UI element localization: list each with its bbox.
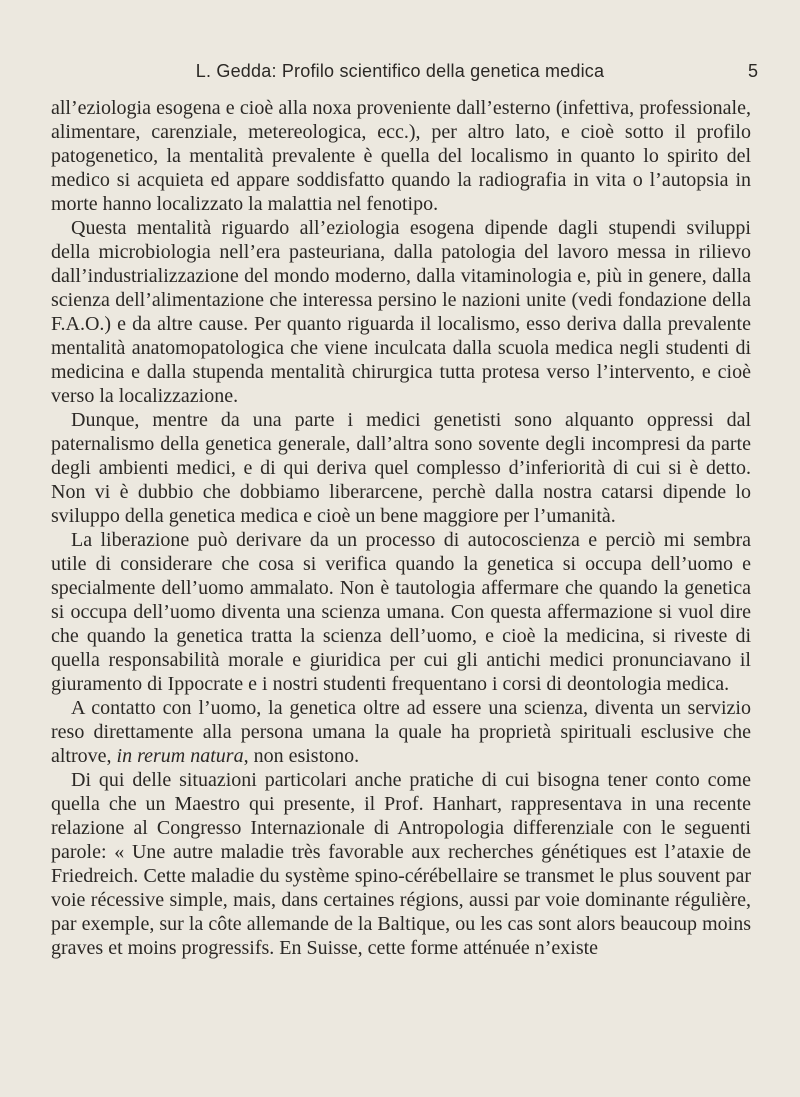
page-number: 5	[747, 61, 758, 81]
paragraph-3: Dunque, mentre da una parte i medici genetisti sono alquanto oppressi dal paternalismo della genetica generale, dall’altra sono sovente degli incompresi da parte degli ambienti medici, e di qui deriva quel complesso d’inferiorità di cui si è detto. Non vi è dubbio che dobbiamo liberarcene, perchè dalla nostra catarsi dipende lo sviluppo della genetica medica e cioè un bene maggiore per l’umanità.	[51, 409, 751, 527]
paragraph-1: all’eziologia esogena e cioè alla noxa proveniente dall’esterno (infettiva, professionale, alimentare, carenziale, metereologica, ecc.), per altro lato, e cioè sotto il profilo patogenetico, la mentalità prevalente è quella del localismo in quanto lo spirito del medico si acquieta ed appare soddisfatto quando la radiografia in vita o l’autopsia in morte hanno localizzato la malattia nel fenotipo.	[51, 97, 751, 215]
italic-phrase: in rerum natura	[116, 745, 244, 767]
paragraph-2: Questa mentalità riguardo all’eziologia esogena dipende dagli stupendi sviluppi della microbiologia nell’era pasteuriana, dalla patologia del lavoro messa in rilievo dall’industrializzazione del mondo moderno, dalla vitaminologia e, più in genere, dalla scienza dell’alimentazione che interessa persino le nazioni unite (vedi fondazione della F.A.O.) e da altre cause. Per quanto riguarda il localismo, esso deriva dalla prevalente mentalità anatomopatologica che viene inculcata dalla scuola medica negli studenti di medicina e dalla stupenda mentalità chirurgica tutta protesa verso l’intervento, e cioè verso la localizzazione.	[51, 217, 751, 407]
body-text	[51, 96, 751, 960]
running-title: L. Gedda: Profilo scientifico della genetica medica	[195, 61, 605, 81]
running-header	[30, 59, 770, 89]
paragraph-4: La liberazione può derivare da un processo di autocoscienza e perciò mi sembra utile di considerare che cosa si verifica quando la genetica si occupa dell’uomo e specialmente dell’uomo ammalato. Non è tautologia affermare che quando la genetica si occupa dell’uomo diventa una scienza umana. Con questa affermazione si vuol dire che quando la genetica tratta la scienza dell’uomo, e cioè la medicina, si riveste di quella responsabilità morale e giuridica per cui gli antichi medici pronunciavano il giuramento di Ippocrate e i nostri studenti frequentano i corsi di deontologia medica.	[51, 529, 751, 695]
paragraph-5	[51, 696, 751, 768]
paragraph-6: Di qui delle situazioni particolari anche pratiche di cui bisogna tener conto come quella che un Maestro qui presente, il Prof. Hanhart, rappresentava in una recente relazione al Congresso Internazionale di Antropologia differenziale con le seguenti parole: « Une autre maladie très favorable aux recherches génétiques est l’ataxie de Friedreich. Cette maladie du système spino-cérébellaire se transmet le plus souvent par voie récessive simple, mais, dans certaines régions, aussi par voie dominante régulière, par exemple, sur la côte allemande de la Baltique, ou les cas sont alors beaucoup moins graves et moins progressifs. En Suisse, cette forme atténuée n’existe	[51, 769, 751, 959]
paragraph-5-text-after: , non esistono.	[243, 745, 360, 767]
paragraph-5-text-before: A contatto con l’uomo, la genetica oltre ad essere una scienza, diventa un servizio reso direttamente alla persona umana la quale ha proprietà spirituali esclusive che altrove,	[51, 697, 751, 767]
